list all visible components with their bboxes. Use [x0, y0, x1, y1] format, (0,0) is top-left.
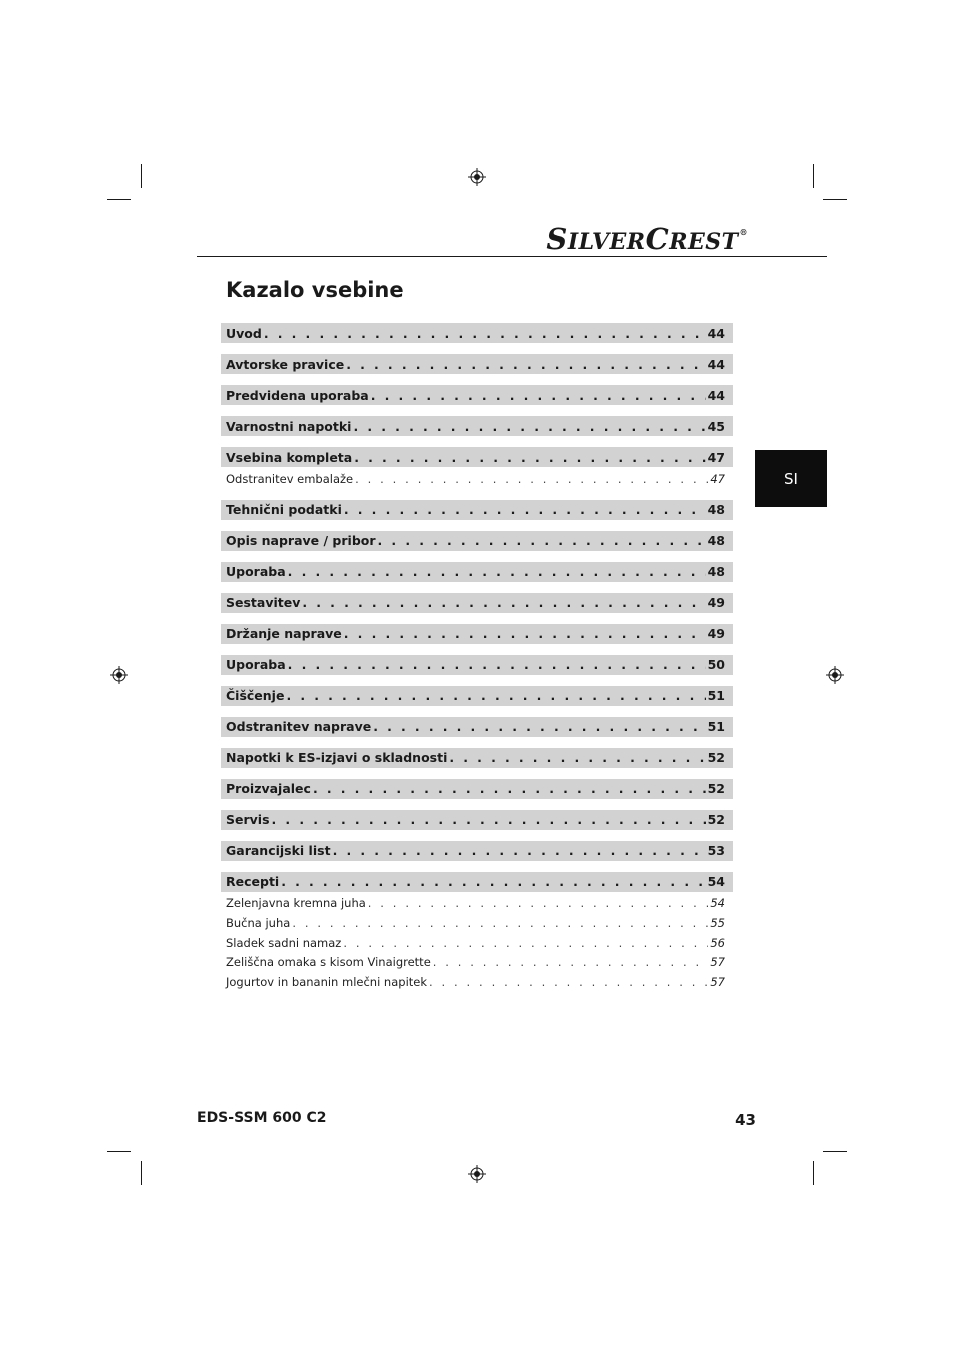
crop-mark	[813, 164, 814, 188]
toc-entry	[221, 717, 733, 737]
toc-subentry	[221, 933, 733, 953]
toc-subentry	[221, 894, 733, 914]
toc-entry-page: 54	[710, 896, 725, 911]
toc-entry	[221, 810, 733, 830]
toc-entry-page: 55	[710, 915, 725, 930]
toc-leader-dots	[288, 657, 706, 672]
toc-entry-page: 50	[707, 657, 725, 673]
toc-entry-label: Varnostni napotki	[226, 418, 352, 434]
crop-mark	[141, 164, 142, 188]
crop-mark	[107, 1151, 131, 1152]
toc-entry	[221, 385, 733, 405]
toc-leader-dots	[281, 874, 705, 889]
toc-leader-dots	[333, 843, 706, 858]
toc-entry-label: Uporaba	[226, 564, 286, 580]
toc-entry-label: Jogurtov in bananin mlečni napitek	[226, 974, 428, 989]
toc-leader-dots	[286, 688, 705, 703]
toc-entry-label: Zelenjavna kremna juha	[226, 896, 366, 911]
registration-mark-icon	[110, 666, 128, 684]
toc-leader-dots	[272, 812, 706, 827]
toc-entry-label: Držanje naprave	[226, 626, 342, 642]
registration-mark-icon	[468, 168, 486, 186]
toc-leader-dots	[292, 916, 708, 930]
toc-subentry	[221, 972, 733, 992]
toc-leader-dots	[302, 595, 705, 610]
toc-leader-dots	[288, 564, 706, 579]
brand-logo: SILVERCREST®	[546, 222, 748, 256]
toc-subentry	[221, 952, 733, 972]
toc-leader-dots	[371, 388, 706, 403]
crop-mark	[107, 199, 131, 200]
toc-entry-label: Predvidena uporaba	[226, 387, 369, 403]
toc-entry-page: 52	[707, 812, 725, 828]
crop-mark	[813, 1161, 814, 1185]
toc-entry-label: Bučna juha	[226, 915, 291, 930]
toc-entry-label: Proizvajalec	[226, 781, 311, 797]
toc-entry	[221, 531, 733, 551]
toc-leader-dots	[346, 357, 705, 372]
toc-entry-page: 49	[707, 626, 725, 642]
toc-entry	[221, 500, 733, 520]
toc-entry-label: Avtorske pravice	[226, 356, 345, 372]
toc-leader-dots	[344, 626, 706, 641]
toc-leader-dots	[378, 533, 706, 548]
toc-subentry	[221, 913, 733, 933]
toc-entry-label: Uvod	[226, 325, 262, 341]
toc-entry	[221, 447, 733, 467]
toc-leader-dots	[429, 975, 708, 989]
toc-leader-dots	[355, 472, 708, 486]
toc-entry-page: 51	[707, 688, 725, 704]
footer-model: EDS-SSM 600 C2	[197, 1110, 327, 1126]
toc-entry-label: Zeliščna omaka s kisom Vinaigrette	[226, 955, 431, 970]
crop-mark	[141, 1161, 142, 1185]
toc-entry-label: Napotki k ES-izjavi o skladnosti	[226, 750, 448, 766]
toc-entry	[221, 624, 733, 644]
toc-entry-label: Opis naprave / pribor	[226, 533, 376, 549]
toc-entry-page: 47	[707, 449, 725, 465]
toc-entry	[221, 686, 733, 706]
toc-entry-page: 53	[707, 843, 725, 859]
toc-leader-dots	[264, 326, 706, 341]
toc-leader-dots	[433, 955, 709, 969]
toc-entry-page: 48	[707, 502, 725, 518]
registration-mark-icon	[468, 1165, 486, 1183]
toc-entry	[221, 562, 733, 582]
toc-entry-label: Recepti	[226, 874, 280, 890]
toc-entry	[221, 872, 733, 892]
registration-mark-icon	[826, 666, 844, 684]
crop-mark	[823, 199, 847, 200]
toc-entry-page: 49	[707, 595, 725, 611]
toc-entry-label: Sladek sadni namaz	[226, 935, 342, 950]
toc-subentry	[221, 469, 733, 489]
toc-entry-label: Uporaba	[226, 657, 286, 673]
toc-entry-page: 44	[707, 356, 725, 372]
toc-entry-label: Odstranitev naprave	[226, 719, 372, 735]
toc-entry-page: 52	[707, 750, 725, 766]
table-of-contents	[221, 323, 733, 992]
toc-entry-label: Garancijski list	[226, 843, 331, 859]
toc-entry-label: Čiščenje	[226, 688, 285, 704]
toc-entry-page: 48	[707, 564, 725, 580]
toc-entry-page: 44	[707, 325, 725, 341]
toc-entry-label: Odstranitev embalaže	[226, 471, 354, 486]
toc-leader-dots	[353, 419, 705, 434]
toc-leader-dots	[368, 896, 709, 910]
toc-entry-label: Tehnični podatki	[226, 502, 342, 518]
toc-entry	[221, 779, 733, 799]
toc-entry-page: 56	[710, 935, 725, 950]
toc-entry-page: 52	[707, 781, 725, 797]
crop-mark	[823, 1151, 847, 1152]
toc-entry-page: 44	[707, 387, 725, 403]
page-title: Kazalo vsebine	[226, 278, 404, 302]
toc-entry	[221, 354, 733, 374]
toc-leader-dots	[344, 502, 706, 517]
toc-leader-dots	[343, 936, 708, 950]
toc-entry-page: 48	[707, 533, 725, 549]
toc-entry-label: Sestavitev	[226, 595, 301, 611]
toc-leader-dots	[449, 750, 705, 765]
toc-leader-dots	[313, 781, 706, 796]
toc-leader-dots	[373, 719, 705, 734]
toc-entry	[221, 841, 733, 861]
language-tab: SI	[755, 450, 827, 507]
toc-entry	[221, 593, 733, 613]
toc-entry-page: 45	[707, 418, 725, 434]
toc-entry	[221, 655, 733, 675]
header-divider	[197, 256, 827, 257]
toc-entry-page: 47	[710, 471, 725, 486]
toc-entry-label: Servis	[226, 812, 270, 828]
toc-leader-dots	[354, 450, 705, 465]
toc-entry	[221, 323, 733, 343]
footer-page-number: 43	[735, 1111, 756, 1129]
toc-entry-label: Vsebina kompleta	[226, 449, 353, 465]
toc-entry-page: 57	[710, 955, 725, 970]
toc-entry	[221, 416, 733, 436]
toc-entry	[221, 748, 733, 768]
toc-entry-page: 51	[707, 719, 725, 735]
toc-entry-page: 54	[707, 874, 725, 890]
toc-entry-page: 57	[710, 974, 725, 989]
